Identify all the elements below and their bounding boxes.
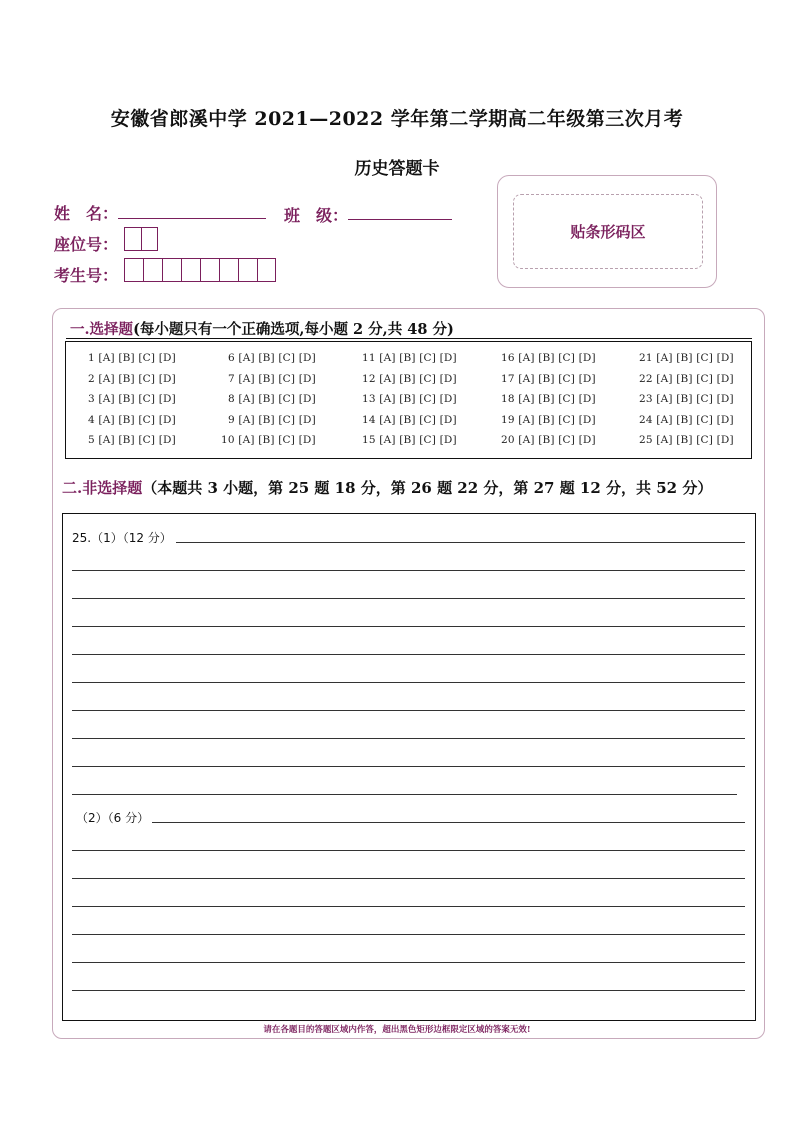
section2-number: 二.非选择题: [62, 479, 143, 497]
answer-line[interactable]: [72, 850, 745, 851]
exam-cell[interactable]: [219, 258, 238, 282]
section2-title: [62, 477, 712, 498]
footer-note: 请在各题目的答题区域内作答，超出黑色矩形边框限定区域的答案无效!: [263, 1025, 531, 1035]
choice-item[interactable]: 12 [A] [B] [C] [D]: [362, 373, 457, 385]
choice-item[interactable]: 10 [A] [B] [C] [D]: [221, 434, 316, 446]
exam-cell[interactable]: [200, 258, 219, 282]
answer-line[interactable]: [72, 598, 745, 599]
section1-number: 一.选择题: [70, 321, 134, 338]
choice-item[interactable]: 6 [A] [B] [C] [D]: [228, 352, 316, 364]
choice-item[interactable]: 18 [A] [B] [C] [D]: [501, 393, 596, 405]
question-25-part-2-label: （2）（6 分）: [76, 811, 150, 825]
answer-line[interactable]: [72, 738, 745, 739]
answer-line[interactable]: [72, 906, 745, 907]
choice-item[interactable]: 9 [A] [B] [C] [D]: [228, 414, 316, 426]
answer-line[interactable]: [72, 934, 745, 935]
answer-line[interactable]: [72, 682, 745, 683]
exam-cell[interactable]: [181, 258, 200, 282]
choice-item[interactable]: 7 [A] [B] [C] [D]: [228, 373, 316, 385]
choice-item[interactable]: 11 [A] [B] [C] [D]: [362, 352, 457, 364]
answer-line[interactable]: [176, 542, 745, 543]
answer-line[interactable]: [72, 570, 745, 571]
choice-item[interactable]: 24 [A] [B] [C] [D]: [639, 414, 734, 426]
exam-number-cells[interactable]: [124, 258, 276, 282]
section1-description: (每小题只有一个正确选项,每小题 2 分,共 48 分): [133, 321, 454, 338]
seat-cell[interactable]: [141, 227, 158, 251]
page-subtitle: 历史答题卡: [354, 159, 440, 179]
exam-cell[interactable]: [143, 258, 162, 282]
written-answer-box: [62, 513, 756, 1021]
choice-item[interactable]: 19 [A] [B] [C] [D]: [501, 414, 596, 426]
choice-item[interactable]: 21 [A] [B] [C] [D]: [639, 352, 734, 364]
answer-line[interactable]: [72, 710, 745, 711]
choice-item[interactable]: 8 [A] [B] [C] [D]: [228, 393, 316, 405]
section1-rule: [66, 338, 752, 339]
section1-title: [70, 318, 454, 339]
choice-item[interactable]: 2 [A] [B] [C] [D]: [88, 373, 176, 385]
answer-line[interactable]: [72, 626, 745, 627]
seat-label: 座位号：: [54, 235, 119, 254]
section2-description: （本题共 3 小题，第 25 题 18 分，第 26 题 22 分，第 27 题 12 分，共 52 分）: [142, 479, 713, 497]
exam-number-label: 考生号：: [54, 266, 119, 285]
choice-item[interactable]: 23 [A] [B] [C] [D]: [639, 393, 734, 405]
page-title: 安徽省郎溪中学 2021—2022 学年第二学期高二年级第三次月考: [110, 108, 684, 130]
exam-cell[interactable]: [238, 258, 257, 282]
answer-line[interactable]: [72, 766, 745, 767]
choice-item[interactable]: 17 [A] [B] [C] [D]: [501, 373, 596, 385]
answer-line[interactable]: [72, 654, 745, 655]
exam-cell[interactable]: [162, 258, 181, 282]
choice-item[interactable]: 25 [A] [B] [C] [D]: [639, 434, 734, 446]
choice-item[interactable]: 15 [A] [B] [C] [D]: [362, 434, 457, 446]
barcode-area: 贴条形码区: [513, 194, 703, 269]
choice-item[interactable]: 14 [A] [B] [C] [D]: [362, 414, 457, 426]
answer-line[interactable]: [72, 878, 745, 879]
name-label: 姓 名：: [54, 204, 119, 223]
choice-item[interactable]: 20 [A] [B] [C] [D]: [501, 434, 596, 446]
choice-item[interactable]: 1 [A] [B] [C] [D]: [88, 352, 176, 364]
class-label: 班 级：: [284, 206, 349, 225]
choice-item[interactable]: 4 [A] [B] [C] [D]: [88, 414, 176, 426]
seat-number-cells[interactable]: [124, 227, 158, 251]
answer-line[interactable]: [72, 962, 745, 963]
question-25-part-1-label: 25.（1）（12 分）: [72, 531, 172, 545]
exam-cell[interactable]: [257, 258, 276, 282]
answer-line[interactable]: [152, 822, 745, 823]
choice-item[interactable]: 16 [A] [B] [C] [D]: [501, 352, 596, 364]
exam-cell[interactable]: [124, 258, 143, 282]
choice-item[interactable]: 13 [A] [B] [C] [D]: [362, 393, 457, 405]
name-field[interactable]: [118, 218, 266, 219]
answer-line[interactable]: [72, 990, 745, 991]
choice-item[interactable]: 22 [A] [B] [C] [D]: [639, 373, 734, 385]
choice-item[interactable]: 5 [A] [B] [C] [D]: [88, 434, 176, 446]
answer-line[interactable]: [72, 794, 737, 795]
class-field[interactable]: [348, 219, 452, 220]
seat-cell[interactable]: [124, 227, 141, 251]
choice-item[interactable]: 3 [A] [B] [C] [D]: [88, 393, 176, 405]
